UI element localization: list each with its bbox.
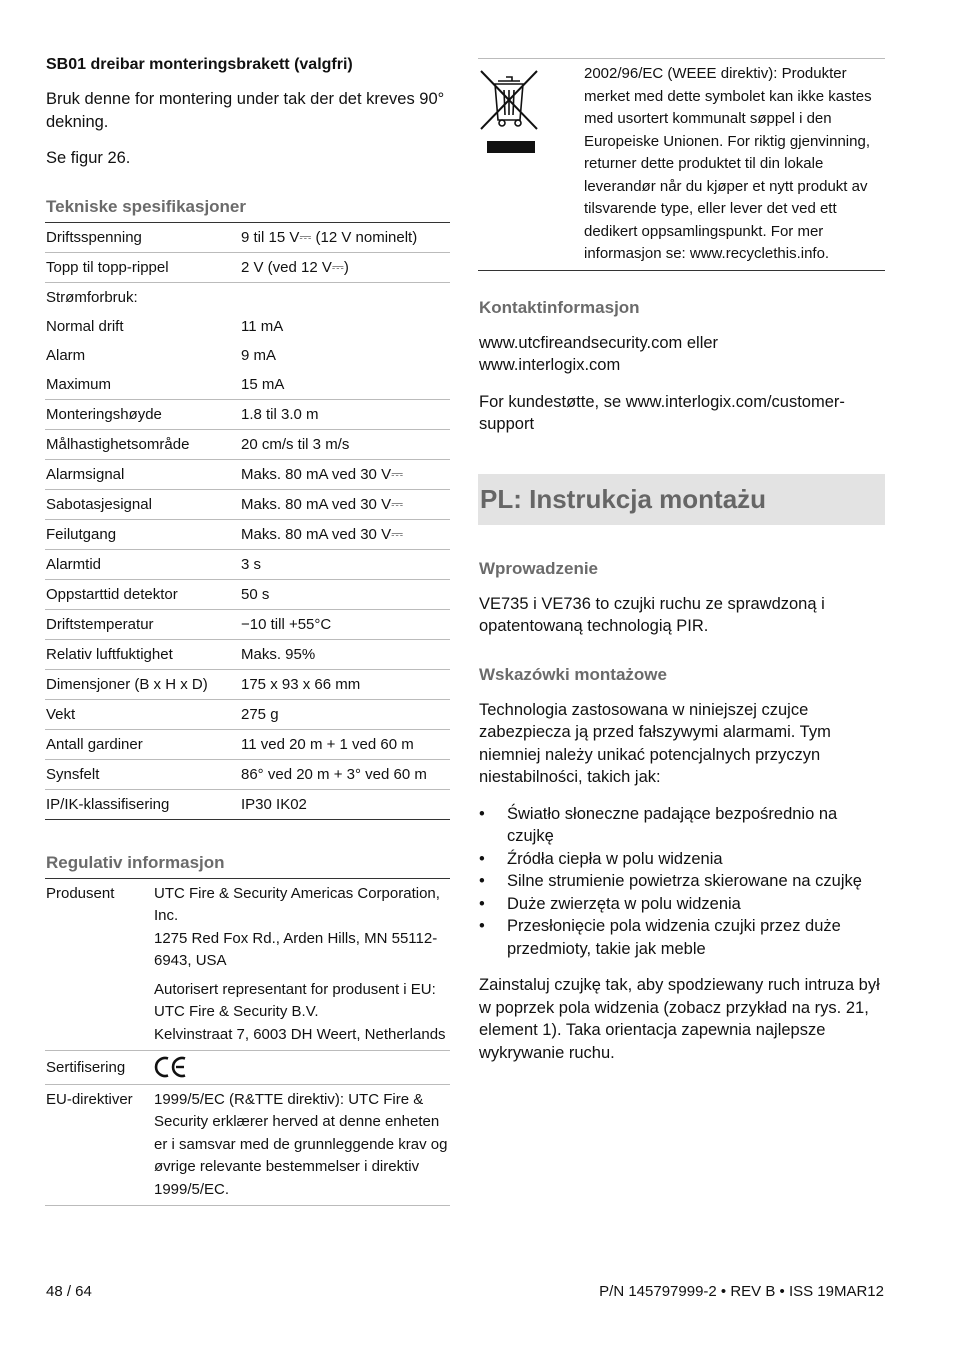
table-row [45,341,450,370]
table-row [45,669,450,699]
list-item: • Silne strumienie powietrza skierowane na czujkę [478,870,885,893]
intro-paragraph: VE735 i VE736 to czujki ruchu ze sprawdzoną i opatentowaną technologią PIR. [479,594,825,635]
table-row [45,549,450,579]
spec-value: 86° ved 20 m + 3° ved 60 m [240,759,450,789]
bracket-heading: SB01 dreibar monteringsbrakett (valgfri) [46,56,353,73]
page-number: 48 / 64 [46,1283,92,1300]
producer-value [153,879,450,1051]
spec-label: IP/IK-klassifisering [45,789,240,819]
table-row [45,429,450,459]
spec-label: Driftsspenning [45,223,240,253]
left-column [45,56,450,1206]
spec-value: 175 x 93 x 66 mm [240,669,450,699]
reg-heading: Regulativ informasjon [45,853,450,879]
cert-label: Sertifisering [45,1051,153,1085]
producer-label: Produsent [45,879,153,1051]
spec-value [240,282,450,312]
spec-value: IP30 IK02 [240,789,450,819]
spec-value: Maks. 95% [240,639,450,669]
list-item: • Światło słoneczne padające bezpośrednio na czujkę [478,803,885,848]
spec-label: Sabotasjesignal [45,489,240,519]
spec-value: 9 mA [241,346,277,364]
spec-value: Maks. 80 mA ved 30 V⎓ [240,519,450,549]
eu-directives-label: EU-direktiver [45,1084,153,1206]
table-row [45,223,450,253]
pl-section-banner [478,474,885,525]
spec-value: 11 ved 20 m + 1 ved 60 m [240,729,450,759]
spec-label: Monteringshøyde [45,399,240,429]
spec-value: −10 till +55°C [240,609,450,639]
spec-label: Alarm [46,346,86,364]
utc-link[interactable]: www.utcfireandsecurity.com eller [479,333,719,352]
support-paragraph: For kundestøtte, se www.interlogix.com/customer-support [479,392,845,433]
spec-label: Strømforbruk: [46,288,138,306]
spec-label: Oppstarttid detektor [45,579,240,609]
pl-section-title: PL: Instrukcja montażu [480,483,767,514]
list-item: • Przesłonięcie pola widzenia czujki przez duże przedmioty, takie jak meble [478,915,885,960]
spec-value: 20 cm/s til 3 m/s [240,429,450,459]
table-row [45,729,450,759]
spec-value: 15 mA [240,370,450,400]
figure-reference: Se figur 26. [46,149,131,167]
weee-bin-icon [478,65,540,157]
cert-value [153,1051,450,1085]
install-paragraph: Zainstaluj czujkę tak, aby spodziewany ruch intruza był w poprzek pola widzenia (zobacz przykład na rys. 21, element 1). Taka orientacja zapewnia najlepsze wykrywanie ruchu. [479,976,880,1062]
spec-label: Normal drift [46,317,124,335]
producer-address: 1275 Red Fox Rd., Arden Hills, MN 55112-6943, USA [154,929,438,969]
spec-label: Vekt [45,699,240,729]
spec-value: 3 s [240,549,450,579]
table-row [45,252,450,282]
producer-name: UTC Fire & Security Americas Corporation, Inc. [154,884,440,924]
spec-value: 11 mA [241,317,284,335]
bracket-paragraph: Bruk denne for montering under tak der det kreves 90° dekning. [46,90,445,131]
spec-value: Maks. 80 mA ved 30 V⎓ [240,489,450,519]
ce-mark-icon [154,1055,188,1079]
table-row [45,609,450,639]
spec-label: Topp til topp-rippel [45,252,240,282]
spec-label: Driftstemperatur [45,609,240,639]
table-row [45,699,450,729]
eu-directives-value: 1999/5/EC (R&TTE direktiv): UTC Fire & Security erklærer herved at denne enheten er i samsvar med de grunnleggende krav og øvrige relevante bestemmelser i direktiv 1999/5/EC. [153,1084,450,1206]
table-row [45,282,450,312]
table-row [45,519,450,549]
contact-websites [479,332,885,377]
table-row [45,459,450,489]
spec-value: 9 til 15 V⎓ (12 V nominelt) [240,223,450,253]
spec-value: 50 s [240,579,450,609]
spec-label: Målhastighetsområde [45,429,240,459]
table-row [45,1051,450,1085]
weee-text: 2002/96/EC (WEEE direktiv): Produkter merket med dette symbolet kan ikke kastes med usortert kommunalt søppel i den Europeiske Unionen. For riktig gjenvinning, returner dette produktet til din lokale leverandør når du kjøper et nytt produkt av tilsvarende type, eller lever det ved ett dedikert oppsamlingspunkt. For mer informasjon se: www.recyclethis.info. [584,65,872,262]
spec-table [45,223,450,820]
spec-label: Feilutgang [45,519,240,549]
spec-value: 2 V (ved 12 V⎓) [240,252,450,282]
list-item: • Źródła ciepła w polu widzenia [478,848,885,871]
list-item: • Duże zwierzęta w polu widzenia [478,893,885,916]
right-column [478,58,885,1078]
table-row [45,879,450,1051]
interlogix-link[interactable]: www.interlogix.com [479,356,621,374]
eu-rep-address: Kelvinstraat 7, 6003 DH Weert, Netherlands [154,1025,446,1043]
spec-heading: Tekniske spesifikasjoner [45,197,450,223]
part-number: P/N 145797999-2 • REV B • ISS 19MAR12 [599,1283,884,1300]
table-row [45,370,450,400]
eu-rep-name: UTC Fire & Security B.V. [154,1003,319,1020]
tips-heading: Wskazówki montażowe [479,664,667,684]
table-row [45,399,450,429]
spec-value: 275 g [240,699,450,729]
table-row [45,1084,450,1206]
table-row [45,639,450,669]
reg-table [45,879,450,1207]
intro-heading: Wprowadzenie [479,558,599,578]
spec-value: 1.8 til 3.0 m [240,399,450,429]
weee-notice [478,58,885,271]
table-row [45,759,450,789]
spec-label: Alarmsignal [45,459,240,489]
table-row [45,789,450,819]
spec-label: Dimensjoner (B x H x D) [45,669,240,699]
table-row [45,312,450,341]
causes-list [478,803,885,961]
spec-label: Synsfelt [45,759,240,789]
spec-label: Maximum [45,370,240,400]
eu-rep-label: Autorisert representant for produsent i EU: [154,980,436,998]
table-row [45,489,450,519]
spec-label: Relativ luftfuktighet [45,639,240,669]
spec-value: Maks. 80 mA ved 30 V⎓ [240,459,450,489]
tips-paragraph: Technologia zastosowana w niniejszej czujce zabezpiecza ją przed fałszywymi alarmami. Tym niemniej należy unikać potencjalnych przyczyn niestabilności, takich jak: [479,700,831,786]
spec-label: Alarmtid [45,549,240,579]
contact-heading: Kontaktinformasjon [479,297,640,317]
table-row [45,579,450,609]
spec-label: Antall gardiner [45,729,240,759]
